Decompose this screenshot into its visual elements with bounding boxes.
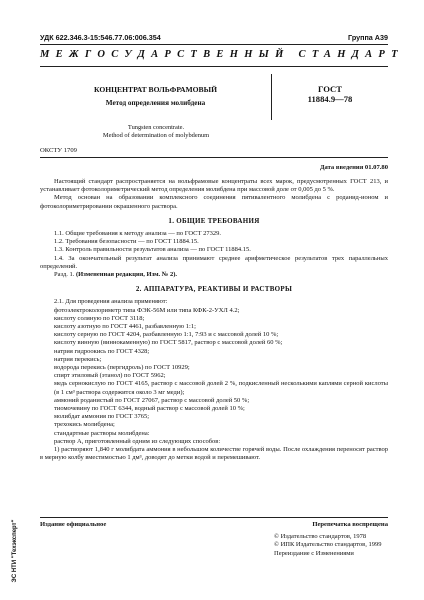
gost-cell	[272, 74, 388, 120]
standard-banner: МЕЖГОСУДАРСТВЕННЫЙ СТАНДАРТ	[40, 49, 404, 60]
reagent-item: кислоту азотную по ГОСТ 4461, разбавленную 1:1;	[54, 323, 196, 331]
banner-divider	[40, 66, 388, 67]
reagent-item: спирт этиловый (этанол) по ГОСТ 5962;	[54, 372, 166, 380]
reagent-item: аммоний роданистый по ГОСТ 27067, раствор с массовой долей 50 %;	[54, 396, 250, 404]
document-subtitle: Метод определения молибдена	[105, 99, 206, 107]
side-stamp	[10, 515, 20, 587]
copyright-line: © ИПК Издательство стандартов, 1999	[274, 541, 382, 549]
document-body	[40, 178, 388, 463]
reagent-list	[40, 307, 388, 446]
section-1-item: 1.4. За окончательный результат анализа принимают среднее арифметическое результатов трех параллельных определений.	[40, 254, 388, 270]
english-title-line: Tungsten concentrate.	[127, 124, 185, 131]
copyright-line: © Издательство стандартов, 1978	[274, 533, 367, 540]
reagent-item: кислоту винную (виннокаменную) по ГОСТ 5817, раствор с массовой долей 60 %;	[54, 339, 283, 347]
header-divider	[40, 44, 388, 45]
reagent-item: натрия перекись;	[54, 355, 102, 363]
section-1-item: 1.3. Контроль правильности результатов анализа — по ГОСТ 11884.15.	[54, 246, 251, 254]
footer-divider	[40, 517, 388, 518]
intro-paragraph: Метод основан на образовании комплексного соединения пятивалентного молибдена с роданид-ионом и фотоколориметрировании окрашенного раствора.	[40, 194, 388, 210]
reagent-item: водорода перекись (пергидроль) по ГОСТ 10929;	[54, 364, 190, 372]
change-note-prefix: Разд. 1.	[54, 271, 75, 279]
section-2-lead: 2.1. Для проведения анализа применяют:	[54, 298, 168, 306]
title-left-cell	[40, 74, 272, 120]
section-1-title: 1. ОБЩИЕ ТРЕБОВАНИЯ	[168, 216, 260, 225]
section-1-item: 1.2. Требования безопасности — по ГОСТ 11884.15.	[54, 238, 199, 246]
group-code: Группа А39	[348, 33, 388, 42]
reagent-item: трехокись молибдена;	[54, 421, 115, 429]
okstu-divider	[40, 157, 388, 158]
intro-paragraph: Настоящий стандарт распространяется на вольфрамовые концентраты всех марок, предусмотренных ГОСТ 213, и устанавливает фотоколориметрический метод определения молибдена при массовой доле от 0,005 до 5 %.	[40, 178, 388, 194]
reagent-item: кислоту соляную по ГОСТ 3118;	[54, 314, 145, 322]
copyright-block	[274, 533, 388, 558]
english-title	[40, 124, 272, 141]
effective-date: Дата введения 01.07.80	[319, 164, 388, 171]
side-stamp-text: ЭС НТИ "Техэксперт"	[12, 519, 18, 583]
section-1-item: 1.1. Общие требования к методу анализа — по ГОСТ 27329.	[54, 230, 221, 238]
reagent-item: натрия гидроокись по ГОСТ 4328;	[54, 347, 150, 355]
okstu-code: ОКСТУ 1709	[40, 147, 77, 154]
title-block	[40, 74, 388, 120]
gost-number: 11884.9—78	[307, 94, 353, 104]
reagent-item: тиомочевину по ГОСТ 6344, водный раствор с массовой долей 10 %;	[54, 405, 245, 413]
reagent-item: раствор А, приготовленный одним из следующих способов:	[54, 437, 221, 445]
reissue-note: Переиздание с Изменениями	[274, 549, 354, 557]
reprint-prohibited-label: Перепечатка воспрещена	[312, 521, 388, 528]
solution-a-method: 1) растворяют 1,840 г молибдата аммония в небольшом количестве горячей воды. После охлаждения переносят раствор в мерную колбу вместимостью 1 дм³, доводят до метки водой и перемешивают.	[40, 446, 388, 462]
udk-code: УДК 622.346.3-15:546.77.06:006.354	[40, 33, 161, 42]
reagent-item: кислоту серную по ГОСТ 4204, разбавленную 1:1, 7:93 и с массовой долей 10 %;	[54, 331, 279, 339]
reagent-item: медь сернокислую по ГОСТ 4165, раствор с массовой долей 2 %, подкисленный несколькими каплями серной кислоты (в 1 см³ раствора содержится около 3 мг меди);	[54, 380, 388, 396]
official-edition-label: Издание официальное	[40, 521, 107, 528]
reagent-item: фотоэлектроколориметр типа ФЭК-56М или типа КФК-2-УХЛ 4.2;	[54, 306, 240, 314]
gost-label: ГОСТ	[318, 84, 342, 94]
reagent-item: стандартные растворы молибдена:	[54, 429, 150, 437]
document-title: КОНЦЕНТРАТ ВОЛЬФРАМОВЫЙ	[94, 85, 217, 94]
section-2-title: 2. АППАРАТУРА, РЕАКТИВЫ И РАСТВОРЫ	[135, 285, 293, 294]
change-note-text: (Измененная редакция, Изм. № 2).	[76, 271, 177, 279]
english-title-line: Method of determination of molybdenum	[102, 132, 210, 140]
change-note	[40, 271, 388, 279]
reagent-item: молибдат аммония по ГОСТ 3765;	[54, 413, 150, 421]
